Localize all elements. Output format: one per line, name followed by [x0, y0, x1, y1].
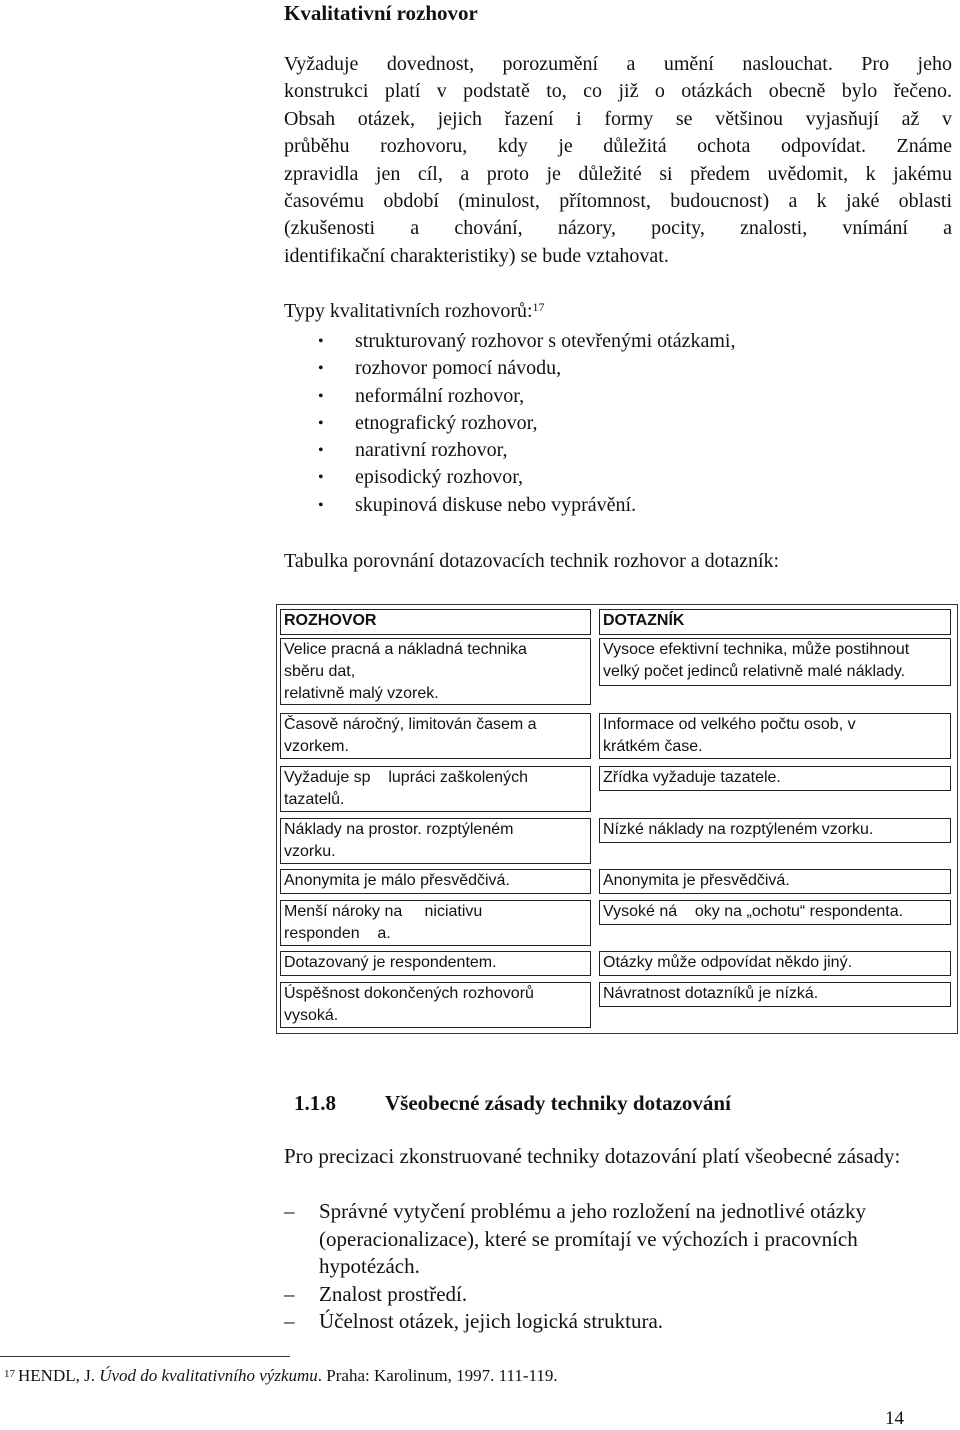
cell-line: Dotazovaný je respondentem. — [284, 954, 497, 971]
footnote-reference: 17 — [532, 300, 545, 314]
list-item: • rozhovor pomocí návodu, — [284, 355, 735, 382]
footnote-title: Úvod do kvalitativního výzkumu — [99, 1366, 318, 1385]
table-cell — [280, 951, 591, 976]
cell-line: Vysoce efektivní technika, může postihnout — [603, 641, 910, 658]
cell-line: Časově náročný, limitován časem a — [284, 716, 537, 733]
cell-line: vzorkem. — [284, 738, 349, 755]
principles-list — [284, 1198, 954, 1336]
section-heading: Kvalitativní rozhovor — [284, 1, 478, 25]
paragraph-line: (zkušenosti a chování, názory, pocity, znalosti, vnímání a — [284, 217, 952, 240]
list-item: • episodický rozhovor, — [284, 464, 735, 491]
table-cell — [599, 766, 951, 791]
comparison-table — [276, 604, 958, 1034]
section-title: Všeobecné zásady techniky dotazování — [385, 1091, 731, 1115]
cell-line: Náklady na prostor. rozptýleném — [284, 821, 514, 838]
footnote — [4, 1365, 558, 1387]
footnote-publisher: . Praha: Karolinum, 1997. 111-119. — [317, 1366, 558, 1385]
table-cell — [599, 818, 951, 843]
table-cell — [599, 713, 951, 759]
table-cell — [280, 869, 591, 894]
paragraph-line: Vyžaduje dovednost, porozumění a umění naslouchat. Pro jeho — [284, 53, 952, 75]
paragraph-line: Obsah otázek, jejich řazení i formy se většinou vyjasňují až v — [284, 107, 952, 130]
cell-line: vzorku. — [284, 843, 336, 860]
list-item: • strukturovaný rozhovor s otevřenými otázkami, — [284, 328, 735, 355]
interview-types-title — [284, 298, 545, 325]
cell-line: Úspěšnost dokončených rozhovorů — [284, 985, 534, 1002]
table-cell — [280, 900, 591, 946]
cell-line: velký počet jedinců relativně malé náklady. — [603, 663, 906, 680]
list-item: • etnografický rozhovor, — [284, 410, 735, 437]
table-cell — [280, 982, 591, 1028]
paragraph-line: časovému období (minulost, přítomnost, budoucnost) a k jaké oblasti — [284, 190, 952, 213]
table-cell — [280, 713, 591, 759]
table-cell — [599, 982, 951, 1007]
list-item: • skupinová diskuse nebo vyprávění. — [284, 492, 735, 519]
cell-line: krátkém čase. — [603, 738, 703, 755]
paragraph-line: konstrukci platí v podstatě to, co již o otázkách obecně bylo řečeno. — [284, 80, 952, 103]
cell-line: responden a. — [284, 925, 391, 942]
table-cell — [599, 638, 951, 686]
table-cell — [599, 951, 951, 976]
paragraph-line: identifikační charakteristiky) se bude vztahovat. — [284, 244, 669, 267]
cell-line: Anonymita je málo přesvědčivá. — [284, 872, 510, 889]
cell-line: Vyžaduje sp lupráci zaškolených — [284, 769, 528, 786]
paragraph-line: průběhu rozhovoru, kdy je důležitá ochota odpovídat. Známe — [284, 135, 952, 158]
interview-types-list — [284, 328, 735, 519]
cell-line: relativně malý vzorek. — [284, 685, 439, 702]
cell-line: Otázky může odpovídat někdo jiný. — [603, 954, 853, 971]
cell-line: sběru dat, — [284, 663, 356, 680]
interview-types-label: Typy kvalitativních rozhovorů: — [284, 300, 533, 322]
cell-line: Anonymita je přesvědčivá. — [603, 872, 790, 889]
table-cell — [599, 869, 951, 894]
footnote-divider — [0, 1356, 290, 1357]
paragraph-line: zpravidla jen cíl, a proto je důležité si předem uvědomit, k jakému — [284, 162, 952, 185]
page-number: 14 — [885, 1408, 904, 1429]
cell-line: Zřídka vyžaduje tazatele. — [603, 769, 781, 786]
cell-line: tazatelů. — [284, 791, 345, 808]
column-header-rozhovor: ROZHOVOR — [280, 609, 591, 635]
table-cell — [599, 900, 951, 925]
section-intro: Pro precizaci zkonstruované techniky dotazování platí všeobecné zásady: — [284, 1144, 901, 1168]
cell-line: Nízké náklady na rozptýleném vzorku. — [603, 821, 874, 838]
list-item: – Správné vytyčení problému a jeho rozložení na jednotlivé otázky (operacionalizace), které se promítají ve výchozích i pracovních hypotézách. — [284, 1198, 954, 1281]
table-cell — [280, 766, 591, 812]
footnote-author: HENDL, J. — [18, 1366, 95, 1385]
cell-line: Velice pracná a nákladná technika — [284, 641, 527, 658]
list-item: • neformální rozhovor, — [284, 383, 735, 410]
table-cell — [280, 638, 591, 705]
cell-line: Menší nároky na niciativu — [284, 903, 483, 920]
cell-line: Informace od velkého počtu osob, v — [603, 716, 856, 733]
list-item: – Znalost prostředí. — [284, 1281, 954, 1309]
column-header-dotaznik: DOTAZNÍK — [599, 609, 951, 635]
list-item: – Účelnost otázek, jejich logická struktura. — [284, 1308, 954, 1336]
list-item: • narativní rozhovor, — [284, 437, 735, 464]
cell-line: vysoká. — [284, 1007, 339, 1024]
section-number: 1.1.8 — [294, 1091, 336, 1115]
cell-line: Návratnost dotazníků je nízká. — [603, 985, 819, 1002]
footnote-number: 17 — [4, 1368, 15, 1380]
table-caption: Tabulka porovnání dotazovacích technik rozhovor a dotazník: — [284, 550, 780, 572]
cell-line: Vysoké ná oky na „ochotu“ respondenta. — [603, 903, 904, 920]
table-cell — [280, 818, 591, 864]
body-paragraph — [284, 51, 952, 270]
